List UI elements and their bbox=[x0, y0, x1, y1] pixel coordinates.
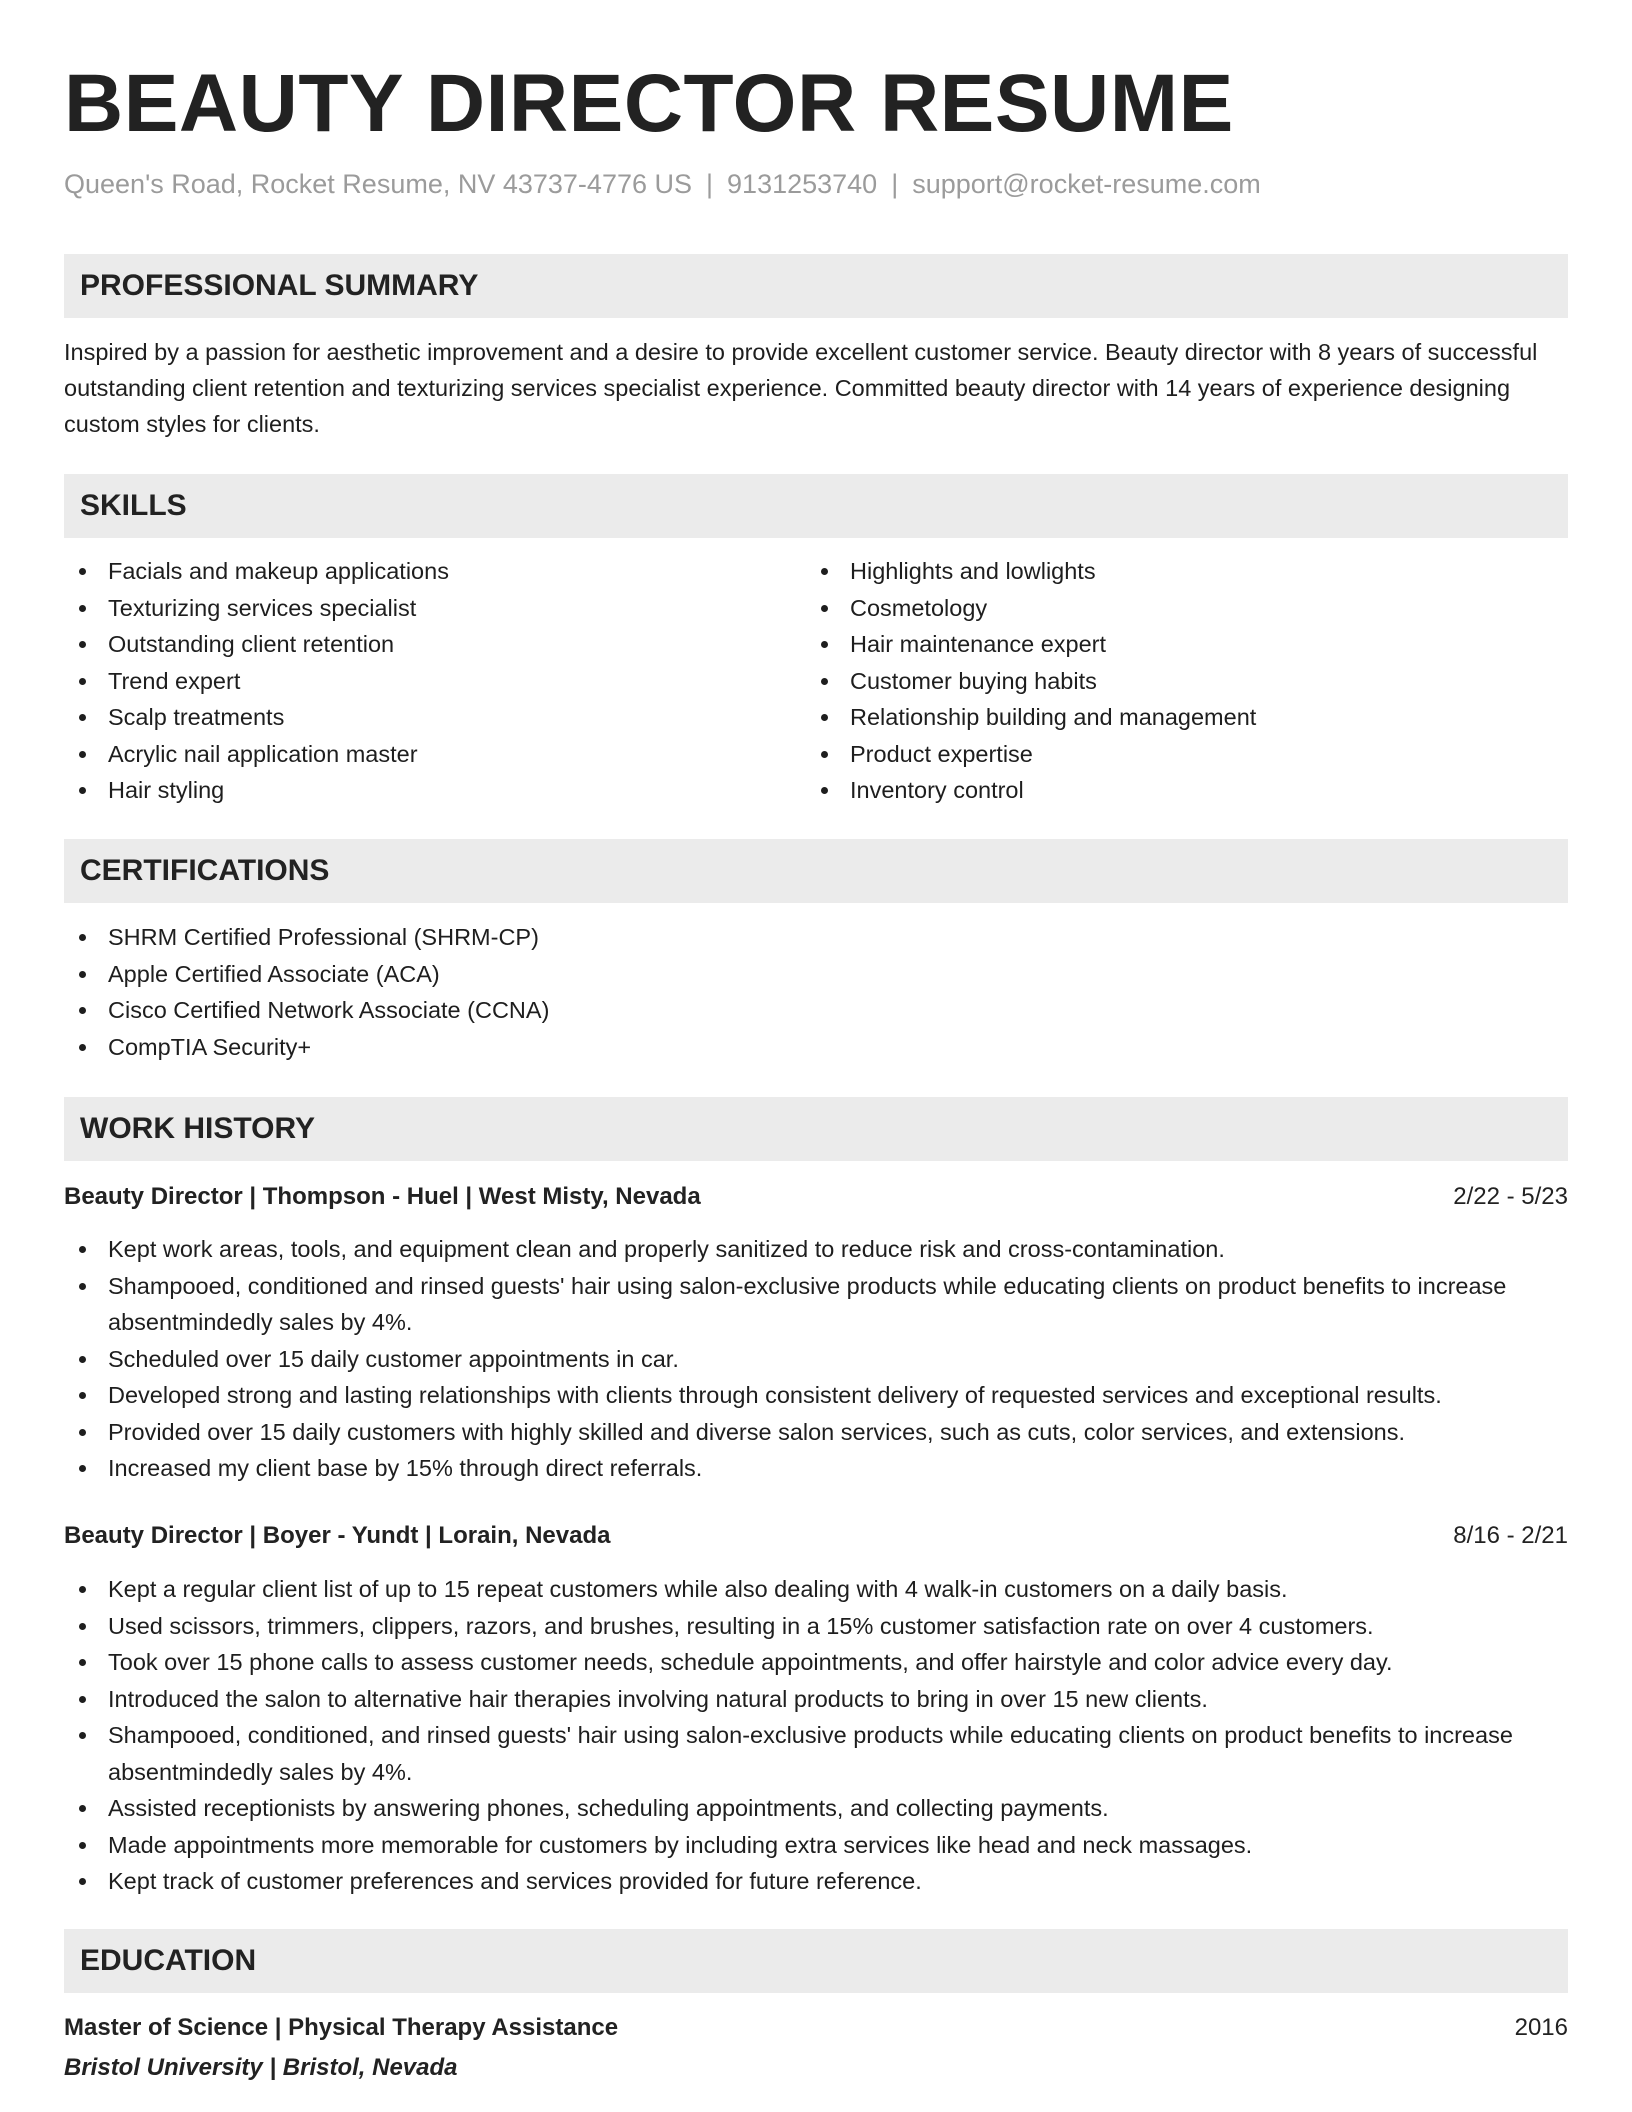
list-item: Shampooed, conditioned, and rinsed guests' hair using salon-exclusive products while educating clients on product benefits to increase absentmindedly sales by 4%. bbox=[64, 1717, 1568, 1790]
list-item: Cosmetology bbox=[806, 590, 1566, 627]
job-dates: 8/16 - 2/21 bbox=[1453, 1522, 1568, 1549]
list-item: Hair styling bbox=[64, 772, 804, 809]
contact-separator: | bbox=[706, 169, 714, 199]
list-item: Acrylic nail application master bbox=[64, 736, 804, 773]
resume-title: BEAUTY DIRECTOR RESUME bbox=[64, 58, 1234, 149]
skills-list-right bbox=[806, 553, 1566, 809]
contact-email: support@rocket-resume.com bbox=[912, 169, 1261, 199]
list-item: Kept track of customer preferences and services provided for future reference. bbox=[64, 1863, 1568, 1900]
section-title: SKILLS bbox=[80, 489, 187, 522]
list-item: Relationship building and management bbox=[806, 699, 1566, 736]
summary-text: Inspired by a passion for aesthetic improvement and a desire to provide excellent customer service. Beauty director with 8 years of successful outstanding client retention and texturizing services specialist experience. Committed beauty director with 14 years of experience designing custom styles for clients. bbox=[64, 339, 1538, 437]
job-header bbox=[64, 1179, 1568, 1215]
list-item: Developed strong and lasting relationships with clients through consistent delivery of requested services and exceptional results. bbox=[64, 1377, 1568, 1414]
list-item: Product expertise bbox=[806, 736, 1566, 773]
job-title: Beauty Director | Boyer - Yundt | Lorain, Nevada bbox=[64, 1522, 611, 1549]
section-header-work-history bbox=[64, 1097, 1568, 1161]
list-item: Trend expert bbox=[64, 663, 804, 700]
section-title: PROFESSIONAL SUMMARY bbox=[80, 269, 479, 302]
list-item: Increased my client base by 15% through direct referrals. bbox=[64, 1450, 1568, 1487]
list-item: CompTIA Security+ bbox=[64, 1029, 1568, 1066]
contact-line bbox=[64, 166, 1261, 202]
job-header bbox=[64, 1518, 1568, 1554]
list-item: Facials and makeup applications bbox=[64, 553, 804, 590]
contact-separator: | bbox=[891, 169, 899, 199]
list-item: Inventory control bbox=[806, 772, 1566, 809]
list-item: Kept work areas, tools, and equipment clean and properly sanitized to reduce risk and cross-contamination. bbox=[64, 1231, 1568, 1268]
list-item: Customer buying habits bbox=[806, 663, 1566, 700]
list-item: Highlights and lowlights bbox=[806, 553, 1566, 590]
education-header bbox=[64, 2010, 1568, 2046]
list-item: Scalp treatments bbox=[64, 699, 804, 736]
section-header-education bbox=[64, 1929, 1568, 1993]
list-item: Hair maintenance expert bbox=[806, 626, 1566, 663]
job-title: Beauty Director | Thompson - Huel | West Misty, Nevada bbox=[64, 1183, 701, 1210]
job-dates: 2/22 - 5/23 bbox=[1453, 1183, 1568, 1210]
section-header-skills bbox=[64, 474, 1568, 538]
contact-address: Queen's Road, Rocket Resume, NV 43737-4776 US bbox=[64, 169, 693, 199]
list-item: Took over 15 phone calls to assess customer needs, schedule appointments, and offer hairstyle and color advice every day. bbox=[64, 1644, 1568, 1681]
section-title: EDUCATION bbox=[80, 1944, 257, 1977]
list-item: Texturizing services specialist bbox=[64, 590, 804, 627]
list-item: Kept a regular client list of up to 15 repeat customers while also dealing with 4 walk-in customers on a daily basis. bbox=[64, 1571, 1568, 1608]
list-item: Shampooed, conditioned and rinsed guests' hair using salon-exclusive products while educating clients on product benefits to increase absentmindedly sales by 4%. bbox=[64, 1268, 1568, 1341]
job-bullets bbox=[64, 1571, 1568, 1900]
section-header-summary bbox=[64, 254, 1568, 318]
education-degree: Master of Science | Physical Therapy Assistance bbox=[64, 2014, 619, 2041]
list-item: Assisted receptionists by answering phones, scheduling appointments, and collecting payments. bbox=[64, 1790, 1568, 1827]
list-item: Provided over 15 daily customers with highly skilled and diverse salon services, such as cuts, color services, and extensions. bbox=[64, 1414, 1568, 1451]
contact-phone: 9131253740 bbox=[727, 169, 878, 199]
list-item: Outstanding client retention bbox=[64, 626, 804, 663]
list-item: Cisco Certified Network Associate (CCNA) bbox=[64, 992, 1568, 1029]
list-item: Scheduled over 15 daily customer appointments in car. bbox=[64, 1341, 1568, 1378]
section-title: CERTIFICATIONS bbox=[80, 854, 330, 887]
section-header-certifications bbox=[64, 839, 1568, 903]
list-item: Apple Certified Associate (ACA) bbox=[64, 956, 1568, 993]
certifications-list bbox=[64, 919, 1568, 1065]
skills-list-left bbox=[64, 553, 804, 809]
list-item: Made appointments more memorable for customers by including extra services like head and neck massages. bbox=[64, 1827, 1568, 1864]
list-item: SHRM Certified Professional (SHRM-CP) bbox=[64, 919, 1568, 956]
job-bullets bbox=[64, 1231, 1568, 1487]
section-title: WORK HISTORY bbox=[80, 1112, 316, 1145]
education-school: Bristol University | Bristol, Nevada bbox=[64, 2054, 458, 2081]
list-item: Introduced the salon to alternative hair therapies involving natural products to bring in over 15 new clients. bbox=[64, 1681, 1568, 1718]
education-year: 2016 bbox=[1514, 2014, 1568, 2041]
list-item: Used scissors, trimmers, clippers, razors, and brushes, resulting in a 15% customer satisfaction rate on over 4 customers. bbox=[64, 1608, 1568, 1645]
